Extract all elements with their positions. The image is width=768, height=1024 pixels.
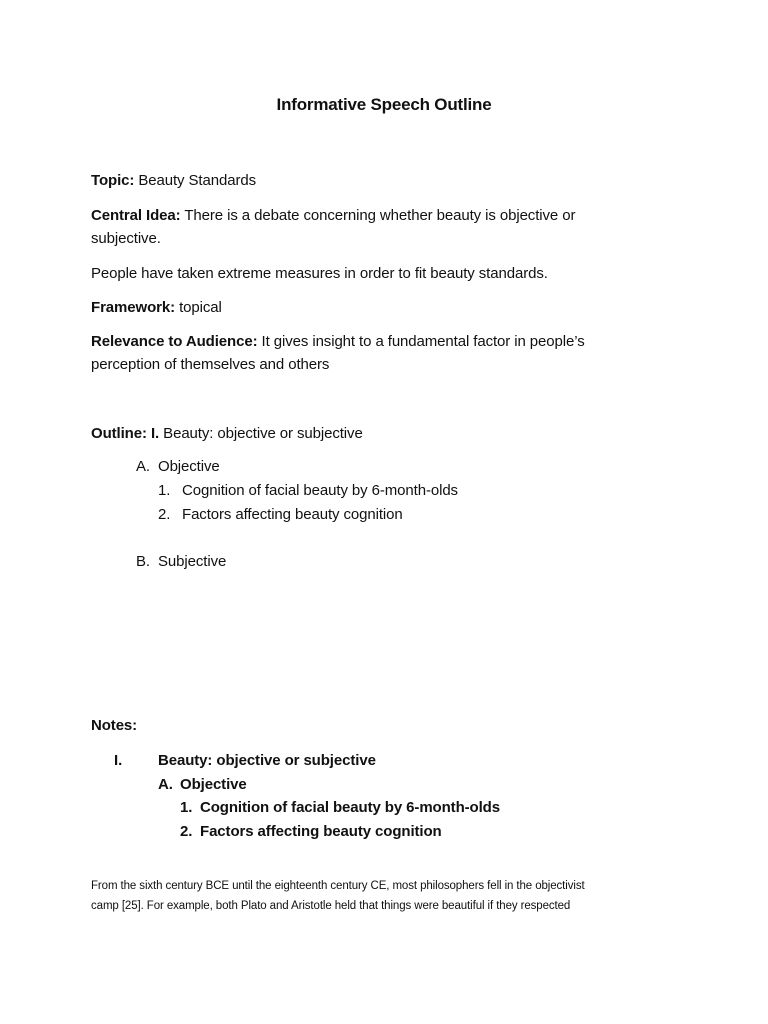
notes-subitem-1 — [180, 798, 500, 818]
outline-subitem-1-text: Cognition of facial beauty by 6-month-olds — [182, 482, 458, 499]
outline-subitem-2-text: Factors affecting beauty cognition — [182, 506, 403, 523]
outline-subitem-2-marker: 2. — [158, 506, 171, 523]
relevance-value-continued: perception of themselves and others — [91, 356, 330, 373]
outline-item-a-marker: A. — [136, 458, 150, 475]
notes-roman: I. — [114, 752, 123, 769]
notes-label: Notes: — [91, 717, 138, 734]
framework-line — [91, 296, 651, 319]
body-paragraph-line-2: camp [25]. For example, both Plato and Aristotle held that things were beautiful if they respected — [91, 900, 571, 912]
relevance-line — [91, 330, 651, 376]
central-idea-value: There is a debate concerning whether beauty is objective or — [184, 207, 576, 224]
outline-item-a — [136, 457, 220, 477]
notes-subitem-1-text: Cognition of facial beauty by 6-month-olds — [200, 799, 500, 816]
notes-subitem-2-text: Factors affecting beauty cognition — [200, 823, 442, 840]
central-idea-label: Central Idea: — [91, 207, 181, 224]
page-title: Informative Speech Outline — [276, 95, 492, 114]
framework-label: Framework: — [91, 299, 176, 316]
notes-item-a-marker: A. — [158, 776, 173, 793]
outline-subitem-2 — [158, 505, 403, 525]
notes-item-a-text: Objective — [180, 776, 247, 793]
topic-label: Topic: — [91, 172, 135, 189]
body-paragraph-line-1: From the sixth century BCE until the eighteenth century CE, most philosophers fell in the objectivist — [91, 880, 585, 892]
outline-heading: Beauty: objective or subjective — [163, 425, 363, 442]
notes-subitem-2 — [180, 822, 442, 842]
outline-roman: I. — [150, 425, 160, 442]
relevance-label: Relevance to Audience: — [91, 333, 258, 350]
topic-value: Beauty Standards — [138, 172, 257, 189]
outline-item-b — [136, 552, 226, 572]
body-paragraph — [91, 876, 691, 916]
outline-item-a-text: Objective — [158, 458, 220, 475]
central-idea-value-continued: subjective. — [91, 230, 161, 247]
outline-subitem-1 — [158, 481, 458, 501]
extra-statement: People have taken extreme measures in order to fit beauty standards. — [91, 265, 548, 282]
notes-subitem-1-marker: 1. — [180, 799, 193, 816]
outline-label: Outline: — [91, 425, 147, 442]
outline-subitem-1-marker: 1. — [158, 482, 171, 499]
framework-value: topical — [179, 299, 222, 316]
notes-item-a — [158, 775, 247, 795]
outline-item-b-marker: B. — [136, 553, 150, 570]
topic-line — [91, 169, 651, 192]
outline-item-b-text: Subjective — [158, 553, 227, 570]
relevance-value: It gives insight to a fundamental factor in people’s — [261, 333, 585, 350]
notes-heading: Beauty: objective or subjective — [158, 752, 376, 769]
notes-subitem-2-marker: 2. — [180, 823, 193, 840]
outline-line — [91, 422, 651, 445]
central-idea-line — [91, 204, 651, 250]
